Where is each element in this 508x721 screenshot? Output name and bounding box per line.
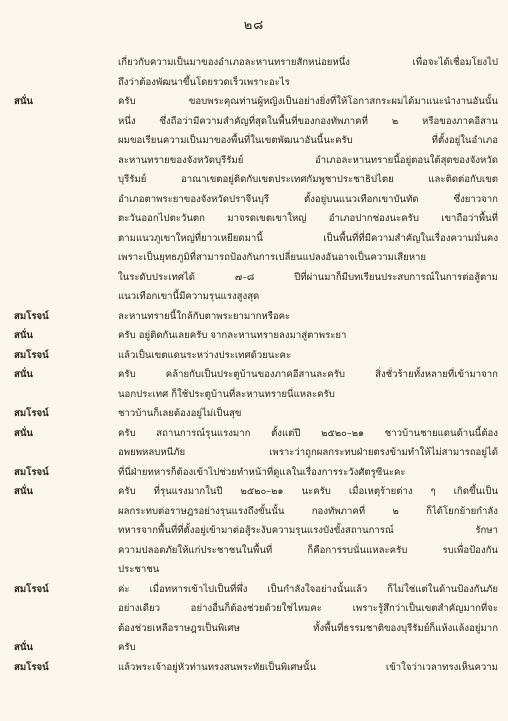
line-text: เพราะเป็นยุทธภูมิที่สามารถป้องกันการเปลี่ยนแปลงอันอาจเป็นความเสียหาย [118, 252, 427, 263]
line-text: ครับ คล้ายกับเป็นประตูบ้านของภาคอีสานละครับ สิ่งชั่วร้ายทั้งหลายที่เข้ามาจาก [118, 369, 498, 380]
transcript-line [14, 502, 498, 522]
speaker-label: สนั่น [14, 369, 33, 380]
speaker-label: สนั่น [14, 330, 33, 341]
transcript-line [14, 482, 498, 502]
speaker-label [14, 619, 118, 639]
line-text: ความปลอดภัยให้แก่ประชาชนในพื้นที่ ก็คือการรบนั่นแหละครับ รบเพื่อป้องกัน [118, 544, 498, 556]
line-text: ตามแนวภูเขาใหญ่ที่ยาวเหยียดมานี้ เป็นพื้นที่ที่มีความสำคัญในเรื่องความมั่นคง [118, 232, 498, 244]
transcript-line [14, 385, 498, 405]
page-number: ๒๘ [243, 18, 265, 33]
transcript-line [14, 638, 498, 658]
speaker-label: สนั่น [14, 642, 33, 653]
transcript-line [14, 268, 498, 288]
line-text: แนวเทือกเขานี้มีความรุนแรงสูงสุด [118, 291, 260, 302]
transcript-line [14, 658, 498, 678]
transcript-body [14, 53, 498, 677]
transcript-line [14, 463, 498, 483]
speaker-label [14, 560, 118, 580]
transcript-line [14, 424, 498, 444]
speaker-label: สมโรจน์ [14, 466, 49, 478]
transcript-line [14, 365, 498, 385]
line-text: ครับ ขอบพระคุณท่านผู้หญิงเป็นอย่างยิ่งที่ให้โอกาสกระผมได้มาแนะนำงานอันนั้น [118, 96, 498, 107]
transcript-line [14, 287, 498, 307]
speaker-label: สนั่น [14, 96, 33, 107]
speaker-label [14, 151, 118, 171]
speaker-label [14, 190, 118, 210]
speaker-label [14, 209, 118, 229]
line-text: ครับ สถานการณ์รุนแรงมาก ตั้งแต่ปี ๒๕๒๐–๒๑ ชาวบ้านชายแดนด้านนี้ต้อง [118, 427, 498, 439]
transcript-line [14, 541, 498, 561]
line-text: ครับ [118, 642, 136, 653]
line-text: ผมขอเรียนความเป็นมาของพื้นที่ในเขตพัฒนาอันนี้นะครับ ที่ตั้งอยู่ในอำเภอ [118, 135, 498, 146]
transcript-line [14, 307, 498, 327]
speaker-label: สมโรจน์ [14, 349, 49, 361]
speaker-label: สมโรจน์ [14, 408, 49, 419]
transcript-line [14, 131, 498, 151]
speaker-label: สนั่น [14, 486, 33, 497]
transcript-line [14, 521, 498, 541]
speaker-label [14, 599, 118, 619]
line-text: ทหารจากพื้นที่ที่ตั้งอยู่เข้ามาต่อสู้ระงับความรุนแรงบังขั้งสถานการณ์ รักษา [118, 525, 498, 536]
speaker-label [14, 287, 118, 307]
transcript-line [14, 599, 498, 619]
line-text: อย่างเดียว อย่างอื่นก็ต้องช่วยด้วยใช่ไหมคะ เพราะรู้สึกว่าเป็นเขตสำคัญมากที่จะ [118, 603, 498, 614]
speaker-label [14, 53, 118, 73]
transcript-line [14, 326, 498, 346]
line-text: ในระดับประเทศได้ ๗–๘ ปีที่ผ่านมาก็มีบทเรียนประสบการณ์ในการต่อสู้ตาม [118, 271, 498, 283]
transcript-line [14, 560, 498, 580]
transcript-line [14, 580, 498, 600]
speaker-label [14, 521, 118, 541]
line-text: ผลกระทบต่อราษฎรอย่างรุนแรงถึงขั้นนั้น กองทัพภาคที่ ๒ ก็ได้โยกย้ายกำลัง [118, 505, 498, 517]
transcript-line [14, 73, 498, 93]
line-text: ครับ อยู่ติดกันเลยครับ จากละหานทรายลงมาสู่ตาพระยา [118, 330, 347, 341]
transcript-line [14, 209, 498, 229]
transcript-line [14, 170, 498, 190]
line-text: ละหานทรายนี้ใกล้กับตาพระยามากหรือคะ [118, 310, 291, 322]
line-text: เกี่ยวกับความเป็นมาของอำเภอละหานทรายสักหน่อยหนึ่ง เพื่อจะได้เชื่อมโยงไป [118, 57, 498, 68]
line-text: ถึงว่าต้องพัฒนาขึ้นโดยรวดเร็วเพราะอะไร [118, 76, 290, 88]
line-text: บุรีรัมย์ อาณาเขตอยู่ติดกับเขตประเทศกัมพูชาประชาธิปไตย และติดต่อกับเขต [118, 174, 498, 185]
speaker-label [14, 229, 118, 249]
transcript-line [14, 619, 498, 639]
transcript-line [14, 248, 498, 268]
transcript-line [14, 443, 498, 463]
transcript-line [14, 229, 498, 249]
transcript-line [14, 190, 498, 210]
line-text: หนึ่ง ซึ่งถือว่ามีความสำคัญที่สุดในพื้นที่ของกองทัพภาคที่ ๒ หรือของภาคอีสาน [118, 115, 498, 127]
speaker-label [14, 502, 118, 522]
transcript-line [14, 92, 498, 112]
line-text: อพยพหลบหนีภัย เพราะว่าถูกผลกระทบฝ่ายตรงข้ามทำให้ไม่สามารถอยู่ได้ [118, 447, 498, 458]
line-text: ครับ ที่รุนแรงมากในปี ๒๕๒๐–๒๑ นะครับ เมื่อเหตุร้ายต่าง ๆ เกิดขึ้นเป็น [118, 486, 498, 497]
speaker-label [14, 443, 118, 463]
line-text: แล้วพระเจ้าอยู่หัวท่านทรงสนพระทัยเป็นพิเศษนั้น เข้าใจว่าเวลาทรงเห็นความ [118, 661, 498, 673]
speaker-label [14, 385, 118, 405]
transcript-line [14, 346, 498, 366]
line-text: อำเภอตาพระยาของจังหวัดปราจีนบุรี ตั้งอยู่บนแนวเทือกเขาบันทัด ซึ่งยาวจาก [118, 193, 498, 205]
transcript-line [14, 404, 498, 424]
speaker-label: สมโรจน์ [14, 583, 49, 595]
line-text: แล้วเป็นเขตแดนระหว่างประเทศด้วยนะคะ [118, 349, 292, 361]
transcript-line [14, 53, 498, 73]
line-text: ชาวบ้านก็เลยต้องอยู่ไม่เป็นสุข [118, 408, 242, 419]
line-text: ที่นี่ฝ่ายทหารก็ต้องเข้าไปช่วยทำหน้าที่ดูแลในเรื่องการระวังศัตรูซีนะคะ [118, 466, 406, 478]
speaker-label [14, 112, 118, 132]
transcript-line [14, 151, 498, 171]
speaker-label [14, 268, 118, 288]
line-text: นอกประเทศ ก็ใช้ประตูบ้านที่ละหานทรายนี่แหละครับ [118, 388, 335, 400]
line-text: ต้องช่วยเหลือราษฎรเป็นพิเศษ ทั้งพื้นที่ธรรมชาติของบุรีรัมย์ก็แห้งแล้งอยู่มาก [118, 622, 498, 634]
speaker-label: สมโรจน์ [14, 310, 49, 322]
speaker-label: สนั่น [14, 427, 33, 439]
speaker-label [14, 541, 118, 561]
speaker-label: สมโรจน์ [14, 661, 49, 673]
speaker-label [14, 131, 118, 151]
line-text: ค่ะ เมื่อทหารเข้าไปเป็นที่พึ่ง เป็นกำลังใจอย่างนั้นแล้ว ก็ไม่ใช่แต่ในด้านป้องกันภัย [118, 583, 498, 595]
transcript-line [14, 112, 498, 132]
line-text: ประชาชน [118, 564, 160, 575]
speaker-label [14, 73, 118, 93]
line-text: ตะวันออกไปตะวันตก มาจรดเขตเขาใหญ่ อำเภอปากช่องนะครับ เขาถือว่าพื้นที่ [118, 213, 498, 224]
speaker-label [14, 170, 118, 190]
line-text: ละหานทรายของจังหวัดบุรีรัมย์ อำเภอละหานทรายนี้อยู่ตอนใต้สุดของจังหวัด [118, 154, 498, 166]
speaker-label [14, 248, 118, 268]
